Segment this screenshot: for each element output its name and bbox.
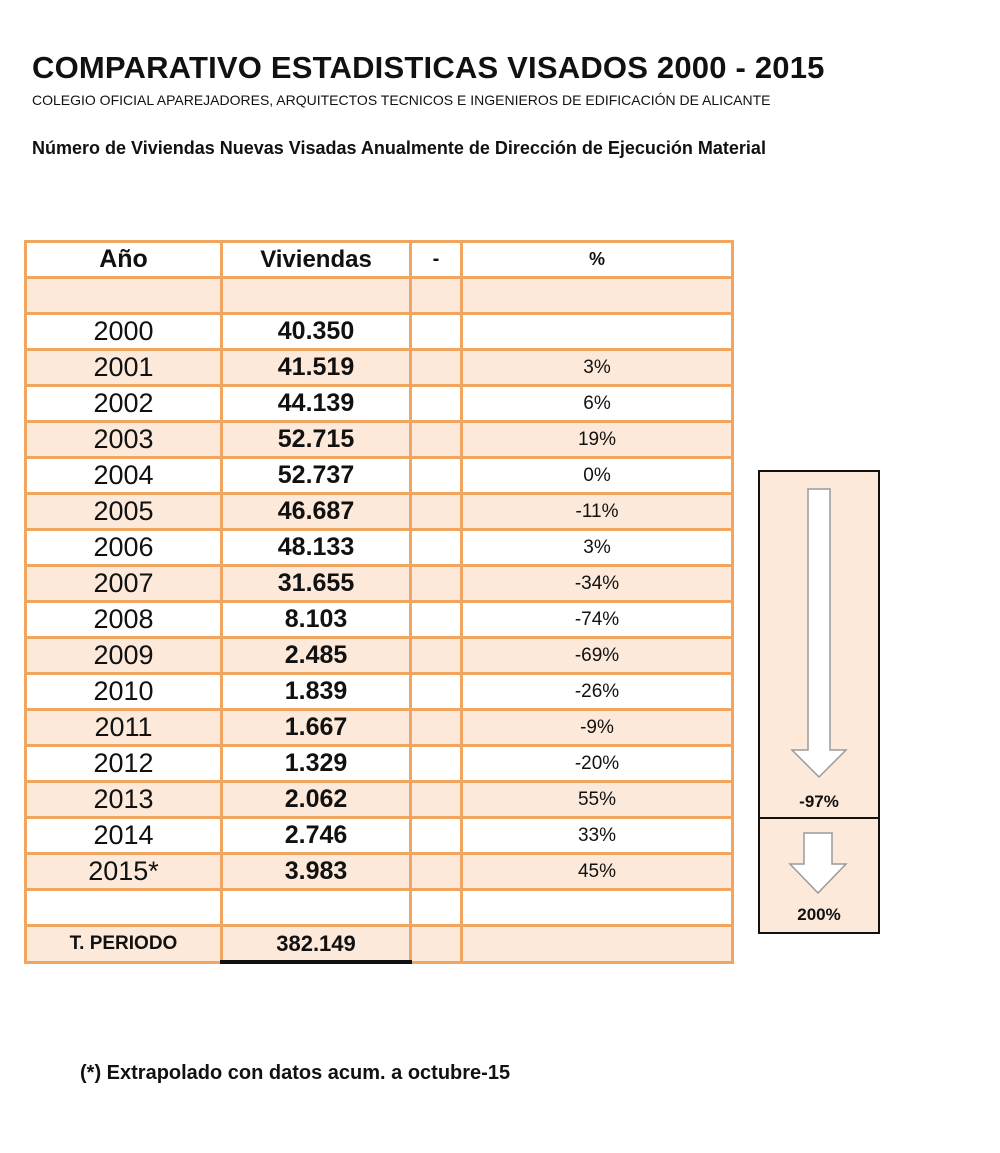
table-row	[26, 746, 733, 782]
year-cell: 2010	[26, 674, 222, 710]
year-cell: 2013	[26, 782, 222, 818]
pct-cell: -69%	[462, 638, 733, 674]
spacer-row	[26, 278, 733, 314]
year-cell: 2009	[26, 638, 222, 674]
empty-cell	[26, 278, 222, 314]
pct-cell: -34%	[462, 566, 733, 602]
year-cell: 2001	[26, 350, 222, 386]
year-cell: 2014	[26, 818, 222, 854]
viviendas-cell: 1.329	[222, 746, 411, 782]
table-row	[26, 494, 733, 530]
viviendas-cell: 40.350	[222, 314, 411, 350]
empty-cell	[462, 890, 733, 926]
year-cell: 2008	[26, 602, 222, 638]
empty-cell	[222, 890, 411, 926]
empty-cell	[411, 278, 462, 314]
dash-cell	[411, 314, 462, 350]
empty-cell	[411, 926, 462, 963]
table-row	[26, 674, 733, 710]
growth-box	[758, 817, 880, 934]
empty-cell	[462, 926, 733, 963]
dash-cell	[411, 530, 462, 566]
viviendas-cell: 2.062	[222, 782, 411, 818]
viviendas-cell: 3.983	[222, 854, 411, 890]
table-row	[26, 386, 733, 422]
empty-cell	[462, 278, 733, 314]
viviendas-cell: 31.655	[222, 566, 411, 602]
dash-cell	[411, 422, 462, 458]
year-cell: 2011	[26, 710, 222, 746]
total-label: T. PERIODO	[26, 926, 222, 963]
year-cell: 2006	[26, 530, 222, 566]
pct-cell: -11%	[462, 494, 733, 530]
dash-cell	[411, 350, 462, 386]
table-row	[26, 854, 733, 890]
table-row	[26, 818, 733, 854]
header-dash: -	[411, 242, 462, 278]
down-arrow-icon	[760, 472, 878, 817]
table-row	[26, 602, 733, 638]
header-pct: %	[462, 242, 733, 278]
viviendas-cell: 41.519	[222, 350, 411, 386]
page-title: COMPARATIVO ESTADISTICAS VISADOS 2000 - 2015	[32, 50, 825, 85]
viviendas-cell: 2.485	[222, 638, 411, 674]
pct-cell: 33%	[462, 818, 733, 854]
pct-cell: 3%	[462, 350, 733, 386]
viviendas-cell: 1.667	[222, 710, 411, 746]
viviendas-cell: 1.839	[222, 674, 411, 710]
year-cell: 2005	[26, 494, 222, 530]
pct-cell: 55%	[462, 782, 733, 818]
year-cell: 2004	[26, 458, 222, 494]
year-cell: 2015*	[26, 854, 222, 890]
year-cell: 2003	[26, 422, 222, 458]
empty-cell	[26, 890, 222, 926]
pct-cell: -9%	[462, 710, 733, 746]
header-year: Año	[26, 242, 222, 278]
dash-cell	[411, 566, 462, 602]
year-cell: 2007	[26, 566, 222, 602]
dash-cell	[411, 782, 462, 818]
viviendas-cell: 8.103	[222, 602, 411, 638]
viviendas-cell: 52.715	[222, 422, 411, 458]
dash-cell	[411, 818, 462, 854]
dash-cell	[411, 746, 462, 782]
pct-cell: 3%	[462, 530, 733, 566]
pct-cell	[462, 314, 733, 350]
year-cell: 2012	[26, 746, 222, 782]
pct-cell: 6%	[462, 386, 733, 422]
viviendas-cell: 46.687	[222, 494, 411, 530]
table-row	[26, 638, 733, 674]
empty-cell	[222, 278, 411, 314]
total-row	[26, 926, 733, 963]
spacer-row	[26, 890, 733, 926]
dash-cell	[411, 638, 462, 674]
pct-cell: 0%	[462, 458, 733, 494]
page-subtitle: COLEGIO OFICIAL APAREJADORES, ARQUITECTOS TECNICOS E INGENIEROS DE EDIFICACIÓN DE ALICANTE	[32, 92, 771, 108]
dash-cell	[411, 602, 462, 638]
dash-cell	[411, 854, 462, 890]
header-viviendas: Viviendas	[222, 242, 411, 278]
viviendas-cell: 48.133	[222, 530, 411, 566]
pct-cell: -26%	[462, 674, 733, 710]
table-row	[26, 782, 733, 818]
decline-box	[758, 470, 880, 819]
viviendas-cell: 44.139	[222, 386, 411, 422]
viviendas-cell: 2.746	[222, 818, 411, 854]
growth-pct: 200%	[797, 905, 841, 924]
footnote: (*) Extrapolado con datos acum. a octubre-15	[80, 1062, 511, 1084]
year-cell: 2000	[26, 314, 222, 350]
table-caption: Número de Viviendas Nuevas Visadas Anualmente de Dirección de Ejecución Material	[32, 138, 766, 158]
table-row	[26, 710, 733, 746]
empty-cell	[411, 890, 462, 926]
table-row	[26, 314, 733, 350]
total-value: 382.149	[222, 926, 411, 963]
table-row	[26, 530, 733, 566]
stats-table	[24, 240, 734, 964]
table-row	[26, 350, 733, 386]
pct-cell: -20%	[462, 746, 733, 782]
table-header-row	[26, 242, 733, 278]
dash-cell	[411, 386, 462, 422]
table-row	[26, 458, 733, 494]
year-cell: 2002	[26, 386, 222, 422]
dash-cell	[411, 674, 462, 710]
table-row	[26, 422, 733, 458]
dash-cell	[411, 710, 462, 746]
dash-cell	[411, 494, 462, 530]
viviendas-cell: 52.737	[222, 458, 411, 494]
pct-cell: 19%	[462, 422, 733, 458]
pct-cell: 45%	[462, 854, 733, 890]
table-row	[26, 566, 733, 602]
decline-pct: -97%	[799, 792, 839, 811]
dash-cell	[411, 458, 462, 494]
pct-cell: -74%	[462, 602, 733, 638]
